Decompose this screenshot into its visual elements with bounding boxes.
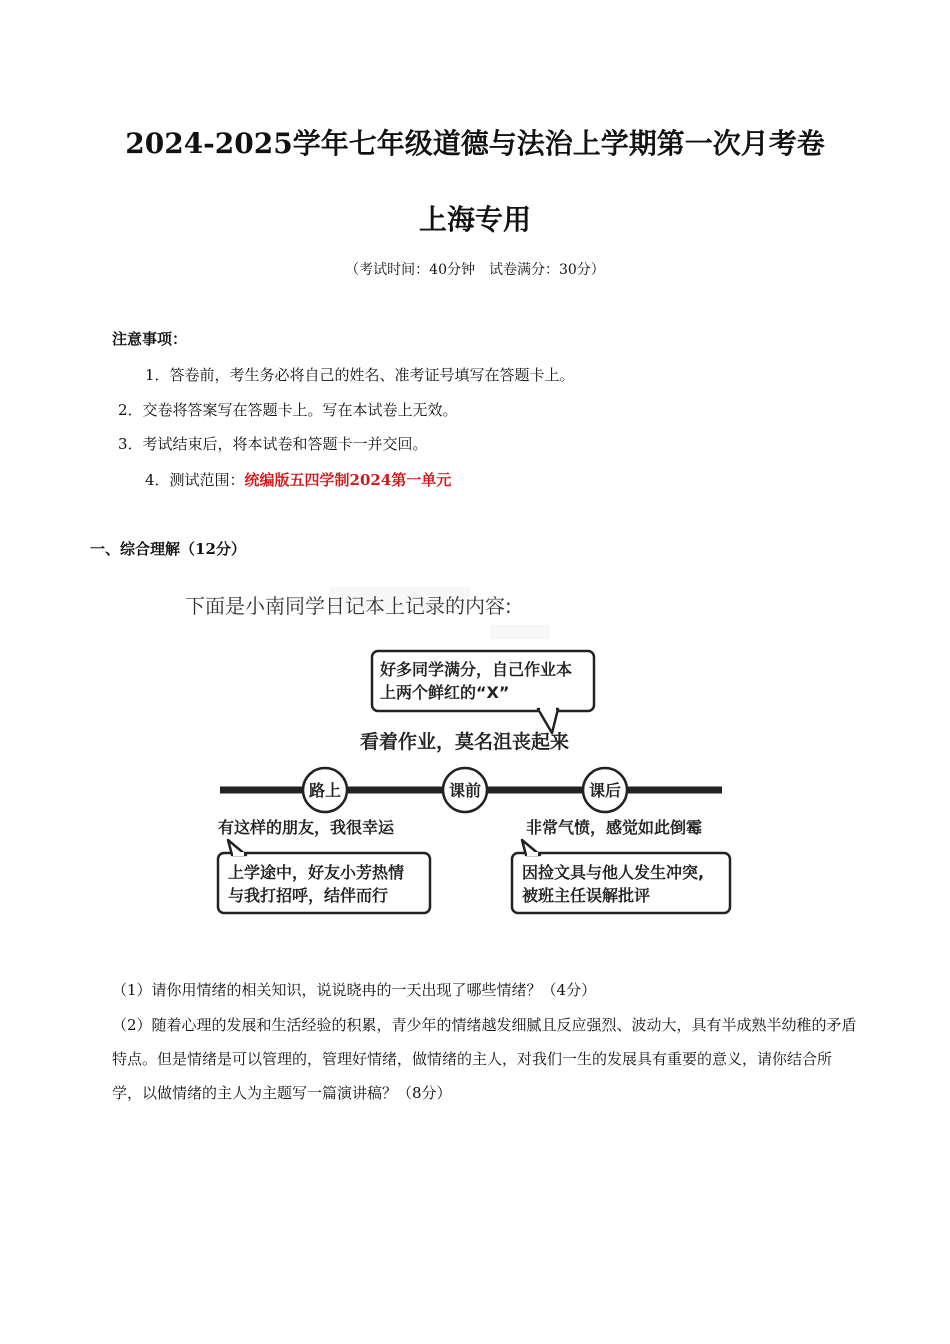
top-bubble-line2: 上两个鲜红的“X” (380, 683, 510, 702)
left-feeling: 有这样的朋友，我很幸运 (218, 818, 395, 837)
note-item-1: 1．答卷前，考生务必将自己的姓名、准考证号填写在答题卡上。 (145, 366, 575, 384)
page-title: 2024-2025学年七年级道德与法治上学期第一次月考卷 (125, 127, 825, 160)
test-scope: 统编版五四学制2024第一单元 (244, 471, 452, 489)
top-feeling: 看着作业，莫名沮丧起来 (360, 731, 570, 753)
node-before-class (443, 768, 487, 812)
note-item-3: 3．考试结束后，将本试卷和答题卡一并交回。 (118, 435, 428, 453)
note-item-2: 2．交卷将答案写在答题卡上。写在本试卷上无效。 (118, 401, 458, 419)
question-1: （1）请你用情绪的相关知识，说说晓冉的一天出现了哪些情绪？（4分） (112, 981, 597, 999)
page-subtitle: 上海专用 (418, 203, 531, 236)
node-before-label: 课前 (448, 781, 482, 800)
question-2: （2）随着心理的发展和生活经验的积累，青少年的情绪越发细腻且反应强烈、波动大，具有半成熟半幼稚的矛盾特点。但是情绪是可以管理的，管理好情绪，做情绪的主人，对我们一生的发展具有重要的意义，请你结合所学，以做情绪的主人为主题写一篇演讲稿？（8分） (112, 1016, 857, 1102)
top-bubble-line1: 好多同学满分，自己作业本 (380, 660, 573, 679)
right-box-line1: 因捡文具与他人发生冲突, (522, 863, 705, 882)
exam-info: （考试时间：40分钟 试卷满分：30分） (345, 262, 605, 278)
node-road (303, 768, 347, 812)
note-item-4-prefix: 4．测试范围： (145, 471, 245, 489)
left-box-line2: 与我打招呼，结伴而行 (228, 886, 389, 905)
node-road-label: 路上 (308, 781, 342, 800)
node-after-class (583, 768, 627, 812)
right-feeling: 非常气愤，感觉如此倒霉 (526, 818, 703, 837)
section-heading: 一、综合理解（12分） (90, 540, 246, 558)
figure-caption: 下面是小南同学日记本上记录的内容: (185, 594, 512, 618)
notes-heading: 注意事项： (112, 330, 188, 348)
right-box-line2: 被班主任误解批评 (522, 886, 651, 905)
left-box-line1: 上学途中，好友小芳热情 (228, 863, 405, 882)
diary-figure (180, 585, 740, 920)
node-after-label: 课后 (588, 781, 622, 800)
note-item-4 (145, 469, 451, 490)
